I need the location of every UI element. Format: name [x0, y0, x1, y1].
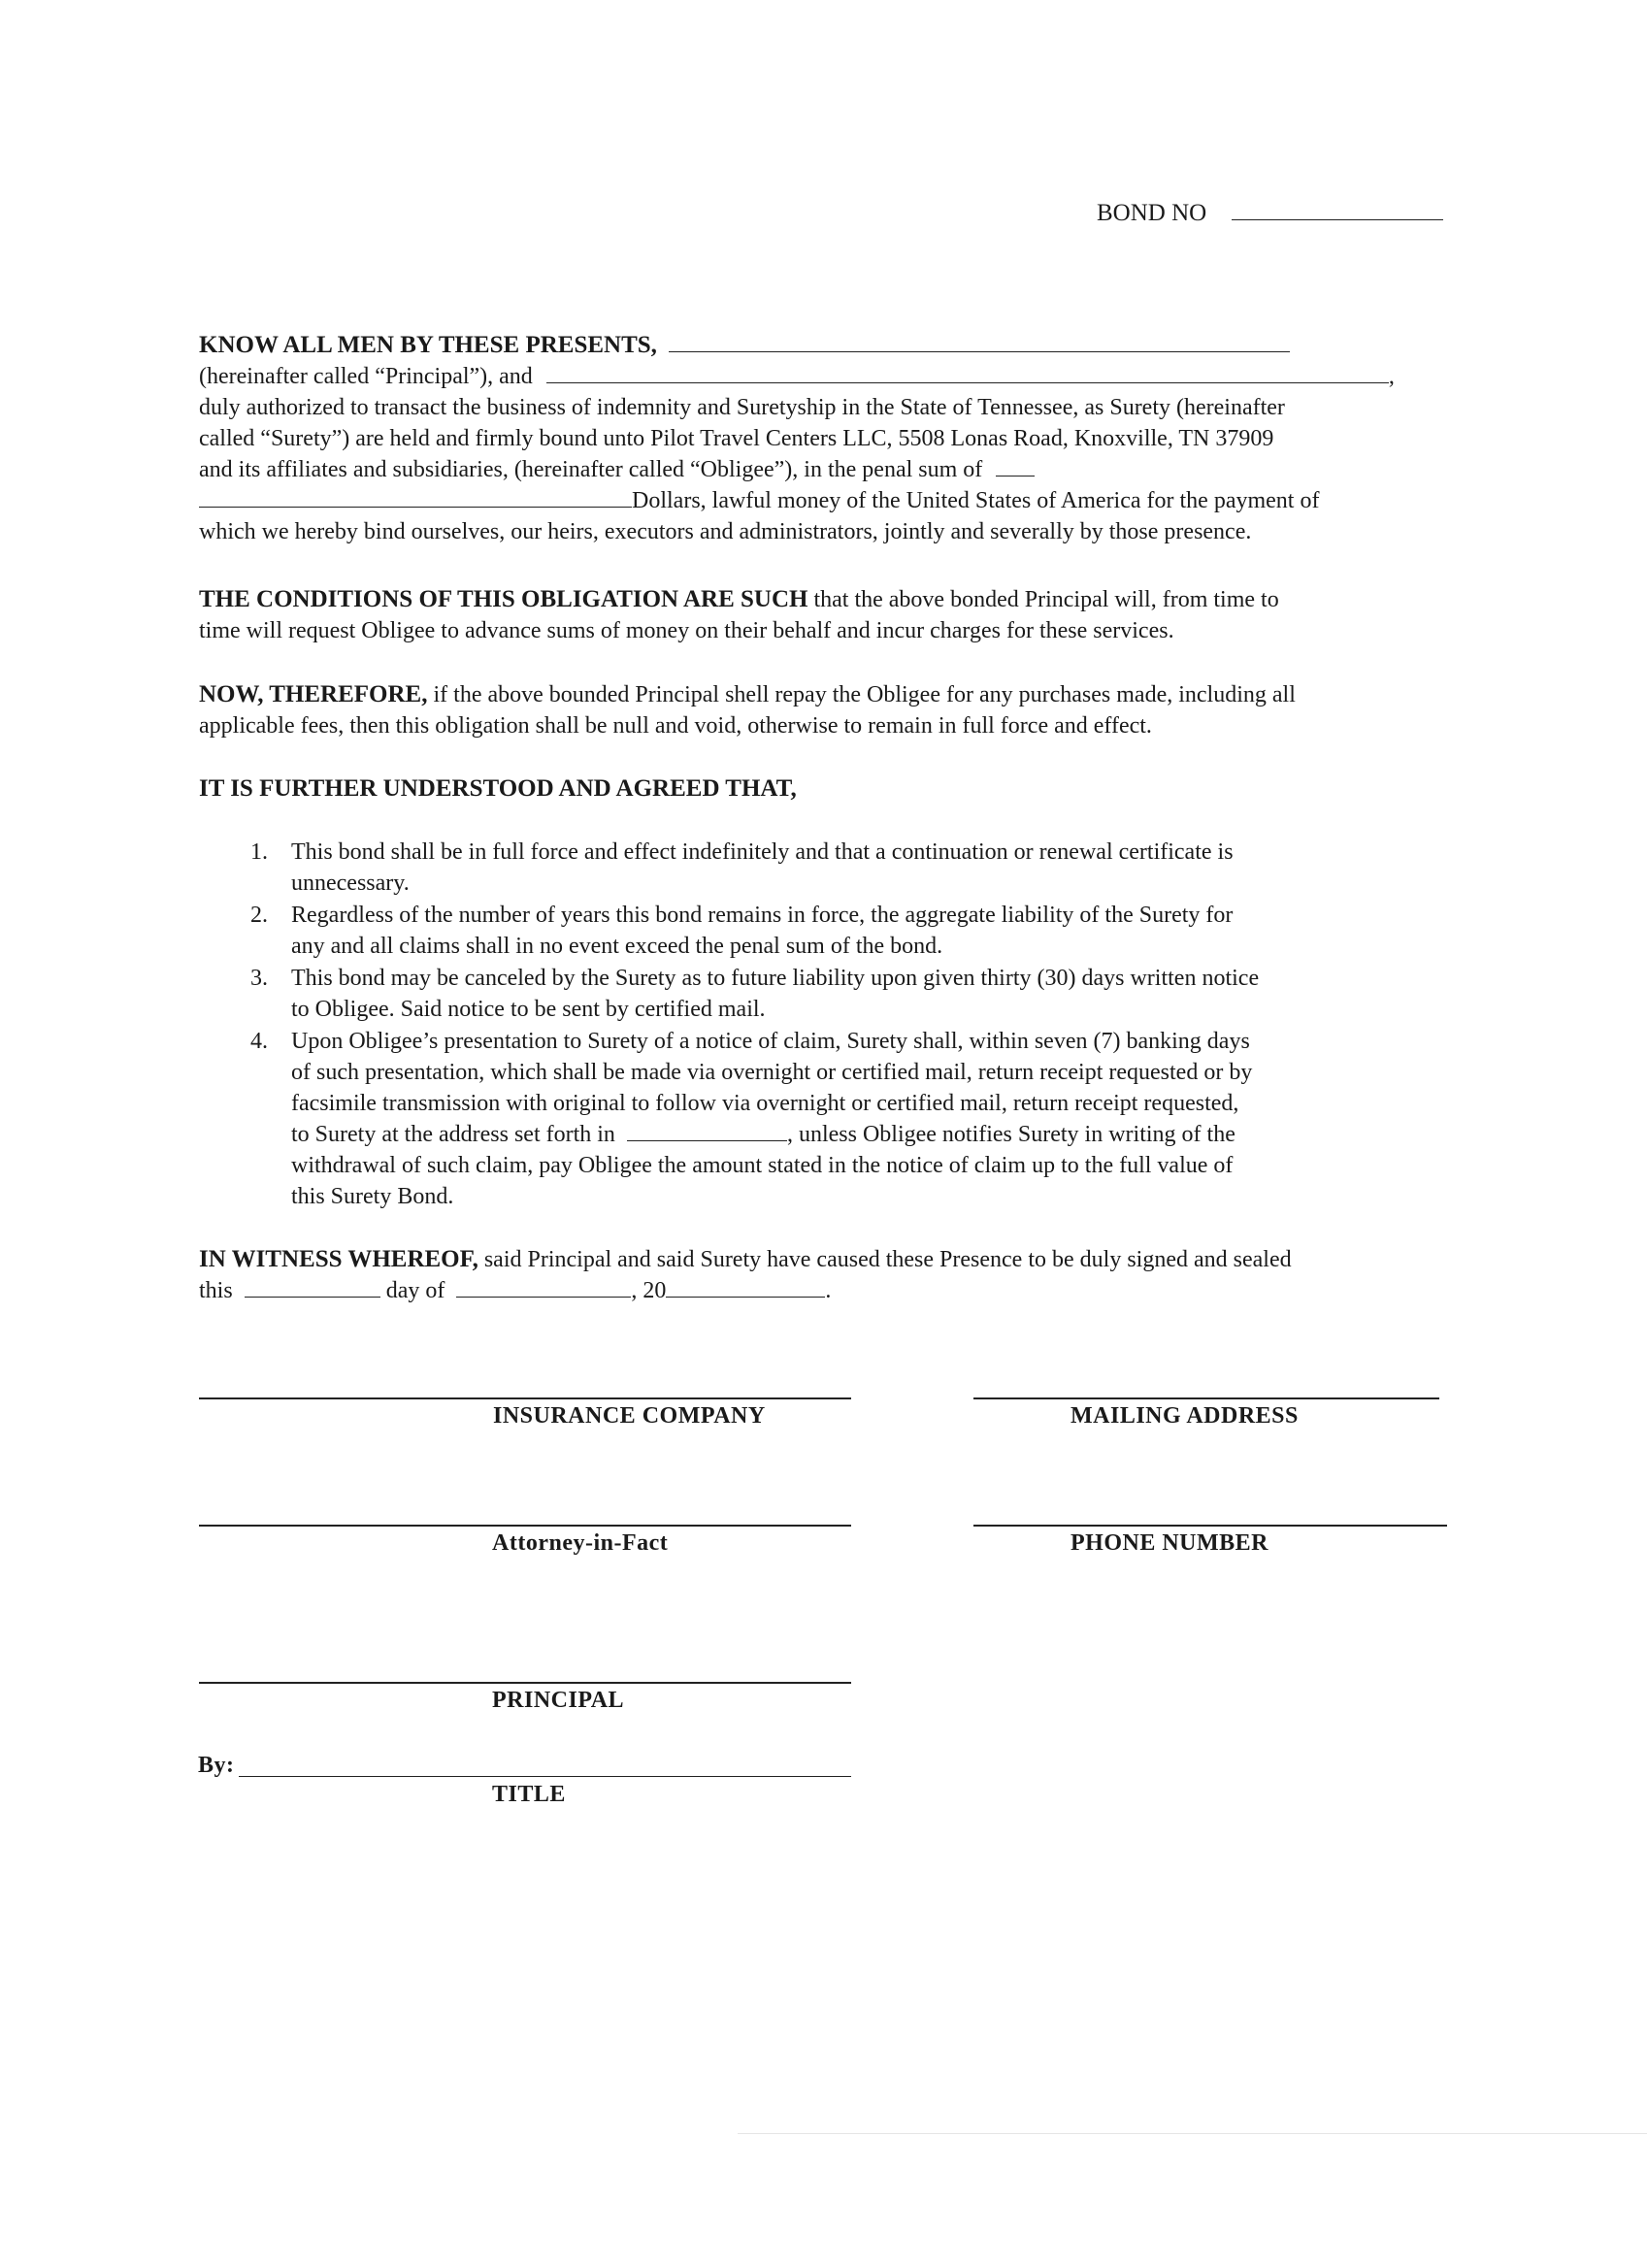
therefore-line-1 — [199, 679, 1461, 710]
principal-signature-line[interactable] — [199, 1682, 851, 1684]
list-item — [250, 900, 1475, 962]
intro-paragraph — [199, 330, 1461, 547]
list-item-line: to Obligee. Said notice to be sent by certified mail. — [291, 997, 766, 1022]
therefore-line-2: applicable fees, then this obligation shall be null and void, otherwise to remain in full force and effect. — [199, 713, 1152, 739]
list-item-line: of such presentation, which shall be made via overnight or certified mail, return receipt requested or by — [291, 1060, 1253, 1085]
day-of-label: day of — [385, 1278, 445, 1303]
list-item — [250, 837, 1475, 899]
scan-edge-line — [738, 2133, 1647, 2134]
day-blank[interactable] — [245, 1296, 380, 1298]
list-item-number: 3. — [250, 966, 268, 991]
list-item-line — [235, 1119, 1475, 1150]
bond-number-field — [1097, 200, 1443, 227]
conditions-lead: THE CONDITIONS OF THIS OBLIGATION ARE SUCH — [199, 586, 808, 612]
further-heading-text: IT IS FURTHER UNDERSTOOD AND AGREED THAT, — [199, 775, 797, 802]
intro-line-1 — [199, 330, 1461, 361]
conditions-line-1 — [199, 584, 1461, 615]
intro-line-5-text: and its affiliates and subsidiaries, (hereinafter called “Obligee”), in the penal sum of — [199, 457, 983, 482]
by-signature-line[interactable] — [239, 1776, 851, 1777]
address-line-rest: , unless Obligee notifies Surety in writing of the — [786, 1122, 1235, 1147]
list-item-number: 4. — [250, 1029, 268, 1054]
conditions-line-2: time will request Obligee to advance sums of money on their behalf and incur charges for these services. — [199, 618, 1174, 643]
further-heading — [199, 773, 1461, 805]
list-item — [250, 963, 1475, 1025]
witness-line-1 — [199, 1244, 1461, 1275]
witness-line-2 — [199, 1275, 1461, 1306]
phone-number-signature-line[interactable] — [973, 1525, 1447, 1527]
list-item-line: facsimile transmission with original to follow via overnight or certified mail, return receipt requested, — [291, 1091, 1239, 1116]
year-blank[interactable] — [666, 1296, 825, 1298]
intro-line-6-text: Dollars, lawful money of the United States of America for the payment of — [632, 488, 1320, 513]
conditions-line-1-text: that the above bonded Principal will, from time to — [807, 587, 1279, 612]
intro-line-2-text: (hereinafter called “Principal”), and — [199, 364, 533, 389]
witness-paragraph — [199, 1244, 1461, 1306]
intro-line-6 — [199, 485, 1461, 516]
insurance-company-label: INSURANCE COMPANY — [493, 1403, 766, 1429]
penal-sum-blank-start[interactable] — [996, 475, 1035, 477]
therefore-line-1-text: if the above bounded Principal shell repay the Obligee for any purchases made, including all — [427, 682, 1296, 707]
list-item-number: 2. — [250, 903, 268, 928]
intro-line-2-comma: , — [1388, 364, 1395, 389]
intro-lead: KNOW ALL MEN BY THESE PRESENTS, — [199, 332, 657, 358]
list-item-line: unnecessary. — [291, 871, 410, 896]
penal-sum-blank[interactable] — [199, 506, 632, 508]
intro-line-3: duly authorized to transact the business of indemnity and Suretyship in the State of Tennessee, as Surety (hereinafter — [199, 395, 1285, 420]
therefore-paragraph — [199, 679, 1461, 741]
bond-number-label: BOND NO — [1097, 200, 1207, 226]
list-item-line: this Surety Bond. — [291, 1184, 454, 1209]
attorney-in-fact-signature-line[interactable] — [199, 1525, 851, 1527]
therefore-lead: NOW, THEREFORE, — [199, 681, 428, 707]
by-label: By: — [198, 1753, 235, 1778]
title-label: TITLE — [492, 1782, 566, 1807]
bond-number-blank[interactable] — [1232, 218, 1443, 220]
list-item-line: any and all claims shall in no event exceed the penal sum of the bond. — [291, 934, 943, 959]
principal-label: PRINCIPAL — [492, 1688, 625, 1713]
list-item-line: This bond may be canceled by the Surety as to future liability upon given thirty (30) days written notice — [291, 966, 1260, 991]
conditions-paragraph — [199, 584, 1461, 646]
witness-line-1-text: said Principal and said Surety have caused these Presence to be duly signed and sealed — [478, 1247, 1292, 1272]
phone-number-label: PHONE NUMBER — [1071, 1530, 1268, 1556]
address-blank[interactable] — [627, 1139, 787, 1141]
year-prefix: , 20 — [631, 1278, 667, 1303]
insurance-company-signature-line[interactable] — [199, 1397, 851, 1399]
intro-line-7: which we hereby bind ourselves, our heirs, executors and administrators, jointly and severally by those presence. — [199, 519, 1252, 544]
intro-line-4: called “Surety”) are held and firmly bound unto Pilot Travel Centers LLC, 5508 Lonas Road, Knoxville, TN 37909 — [199, 426, 1274, 451]
terms-list — [250, 837, 1475, 1213]
list-item — [250, 1026, 1475, 1212]
address-line-text: to Surety at the address set forth in — [291, 1122, 615, 1147]
mailing-address-label: MAILING ADDRESS — [1071, 1403, 1299, 1429]
list-item-line: Upon Obligee’s presentation to Surety of a notice of claim, Surety shall, within seven (7) banking days — [291, 1029, 1250, 1054]
intro-line-5 — [199, 454, 1461, 485]
list-item-line: Regardless of the number of years this bond remains in force, the aggregate liability of the Surety for — [291, 903, 1234, 928]
attorney-in-fact-label: Attorney-in-Fact — [492, 1530, 669, 1556]
intro-line-2 — [199, 361, 1461, 392]
surety-name-blank[interactable] — [546, 381, 1389, 383]
list-item-number: 1. — [250, 839, 268, 865]
witness-lead: IN WITNESS WHEREOF, — [199, 1246, 478, 1272]
month-blank[interactable] — [456, 1296, 631, 1298]
mailing-address-signature-line[interactable] — [973, 1397, 1439, 1399]
witness-period: . — [825, 1278, 832, 1303]
list-item-line: This bond shall be in full force and effect indefinitely and that a continuation or renewal certificate is — [291, 839, 1234, 865]
list-item-line: withdrawal of such claim, pay Obligee the amount stated in the notice of claim up to the full value of — [291, 1153, 1234, 1178]
principal-name-blank[interactable] — [669, 350, 1290, 352]
this-label: this — [199, 1278, 233, 1303]
